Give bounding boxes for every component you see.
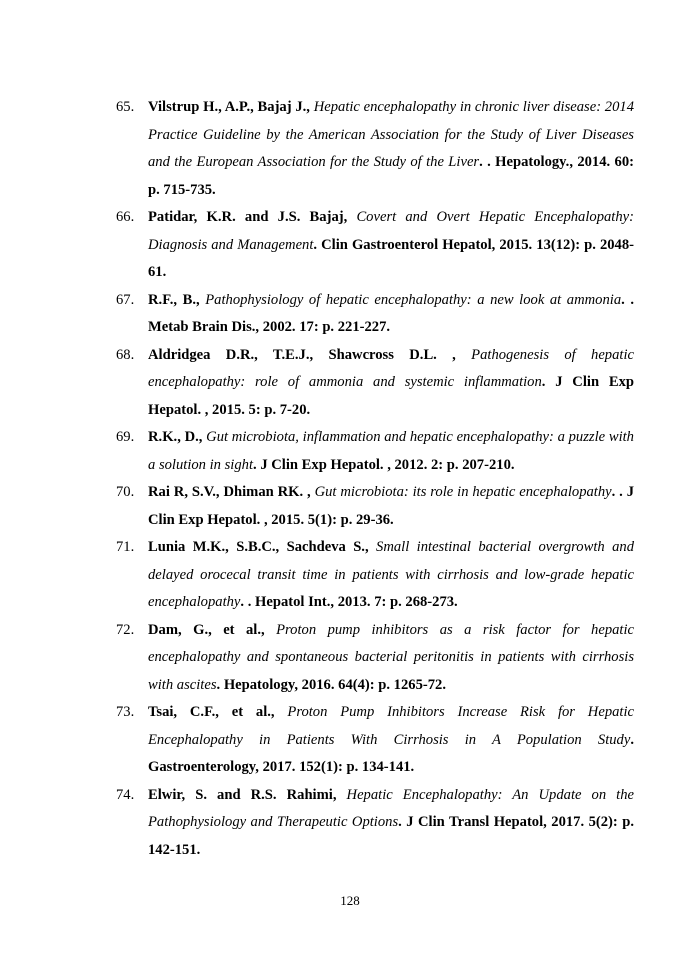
reference-volume: 152 — [299, 759, 321, 775]
reference-item — [110, 534, 634, 617]
reference-pages: : p. 7-20. — [255, 401, 311, 418]
reference-number: 66. — [116, 209, 135, 225]
reference-title: Small intestinal bacterial overgrowth and delayed orocecal transit time in patients with cirrhosis and low-grade hepatic encephalopathy — [148, 539, 634, 610]
reference-pages: (1): p. 134-141. — [320, 759, 415, 775]
page-number: 128 — [340, 893, 360, 908]
reference-item — [110, 699, 634, 782]
reference-title: Proton pump inhibitors as a risk factor for hepatic encephalopathy and spontaneous bacterial peritonitis in patients with cirrhosis with ascites — [148, 621, 635, 693]
reference-volume: 5 — [307, 511, 316, 528]
reference-authors: Dam, G., et al., — [148, 621, 277, 638]
reference-pages: : p. 221-227. — [313, 319, 391, 335]
reference-pages: : p. 268-273. — [381, 594, 458, 610]
reference-authors: Lunia M.K., S.B.C., Sachdeva S., — [148, 539, 377, 555]
reference-number: 72. — [116, 621, 135, 638]
reference-number: 70. — [116, 484, 135, 500]
reference-authors: Aldridgea D.R., T.E.J., Shawcross D.L. , — [148, 346, 472, 363]
reference-title: Hepatic encephalopathy in chronic liver disease: 2014 Practice Guideline by the American Association for the Study of Liver Diseases and the European Association for the Study of the Liver — [148, 99, 634, 170]
reference-item — [110, 782, 634, 865]
reference-title: Gut microbiota: its role in hepatic encephalopathy — [314, 484, 612, 500]
reference-number: 74. — [116, 786, 135, 803]
reference-title: Proton Pump Inhibitors Increase Risk for Hepatic Encephalopathy in Patients With Cirrhosis in A Population Study — [148, 704, 634, 748]
reference-number: 65. — [116, 99, 135, 115]
reference-journal: . . Hepatology., 2014. — [479, 154, 615, 170]
reference-item — [110, 617, 634, 700]
reference-item — [110, 424, 634, 479]
reference-authors: Vilstrup H., A.P., Bajaj J., — [148, 99, 314, 115]
reference-volume: 17 — [299, 319, 314, 335]
reference-journal: . J Clin Exp Hepatol. , 2015. — [148, 374, 634, 418]
reference-volume: 5 — [588, 814, 596, 830]
reference-list — [110, 94, 634, 864]
reference-authors: R.K., D., — [148, 429, 207, 445]
reference-pages: : p. 715-735. — [148, 154, 634, 198]
reference-pages: (2): p. 142-151. — [148, 814, 634, 858]
reference-item — [110, 204, 634, 287]
reference-volume: 60 — [614, 154, 630, 170]
reference-journal: . J Clin Exp Hepatol. , 2012. — [253, 456, 431, 473]
reference-number: 69. — [116, 429, 135, 445]
reference-pages: : p. 207-210. — [438, 456, 515, 473]
reference-journal: . Gastroenterology, 2017. — [148, 731, 634, 775]
reference-journal: . Hepatology, 2016. — [216, 676, 339, 693]
reference-title: Pathophysiology of hepatic encephalopathy: a new look at ammonia — [205, 291, 622, 308]
reference-authors: Patidar, K.R. and J.S. Bajaj, — [148, 209, 357, 225]
reference-authors: Tsai, C.F., et al., — [148, 704, 288, 720]
reference-volume: 7 — [374, 594, 382, 610]
reference-volume: 5 — [248, 401, 256, 418]
reference-item — [110, 94, 634, 204]
reference-title: Pathogenesis of hepatic encephalopathy: role of ammonia and systemic inflammation — [148, 346, 634, 390]
reference-authors: R.F., B., — [148, 291, 206, 308]
reference-journal: . J Clin Transl Hepatol, 2017. — [398, 814, 589, 830]
reference-number: 71. — [116, 539, 135, 555]
reference-authors: Rai R, S.V., Dhiman RK. , — [148, 484, 315, 500]
reference-volume: 13 — [536, 236, 551, 253]
reference-title: Hepatic Encephalopathy: An Update on the Pathophysiology and Therapeutic Options — [148, 786, 634, 830]
reference-journal: . . Metab Brain Dis., 2002. — [148, 291, 634, 335]
reference-title: Gut microbiota, inflammation and hepatic encephalopathy: a puzzle with a solution in sight — [148, 429, 634, 473]
reference-number: 67. — [116, 291, 135, 308]
reference-item — [110, 342, 634, 425]
reference-volume: 64 — [338, 676, 353, 693]
reference-journal: . . J Clin Exp Hepatol. , 2015. — [148, 484, 635, 528]
reference-number: 73. — [116, 704, 135, 720]
reference-pages: (4): p. 1265-72. — [352, 676, 446, 693]
reference-journal: . Clin Gastroenterol Hepatol, 2015. — [313, 236, 537, 253]
reference-item — [110, 287, 634, 342]
reference-pages: (12): p. 2048-61. — [148, 236, 634, 280]
reference-pages: (1): p. 29-36. — [315, 511, 394, 528]
reference-number: 68. — [116, 346, 135, 363]
reference-journal: . . Hepatol Int., 2013. — [240, 594, 375, 610]
reference-title: Covert and Overt Hepatic Encephalopathy: Diagnosis and Management — [148, 209, 634, 253]
reference-volume: 2 — [431, 456, 439, 473]
reference-authors: Elwir, S. and R.S. Rahimi, — [148, 786, 347, 803]
reference-item — [110, 479, 634, 534]
